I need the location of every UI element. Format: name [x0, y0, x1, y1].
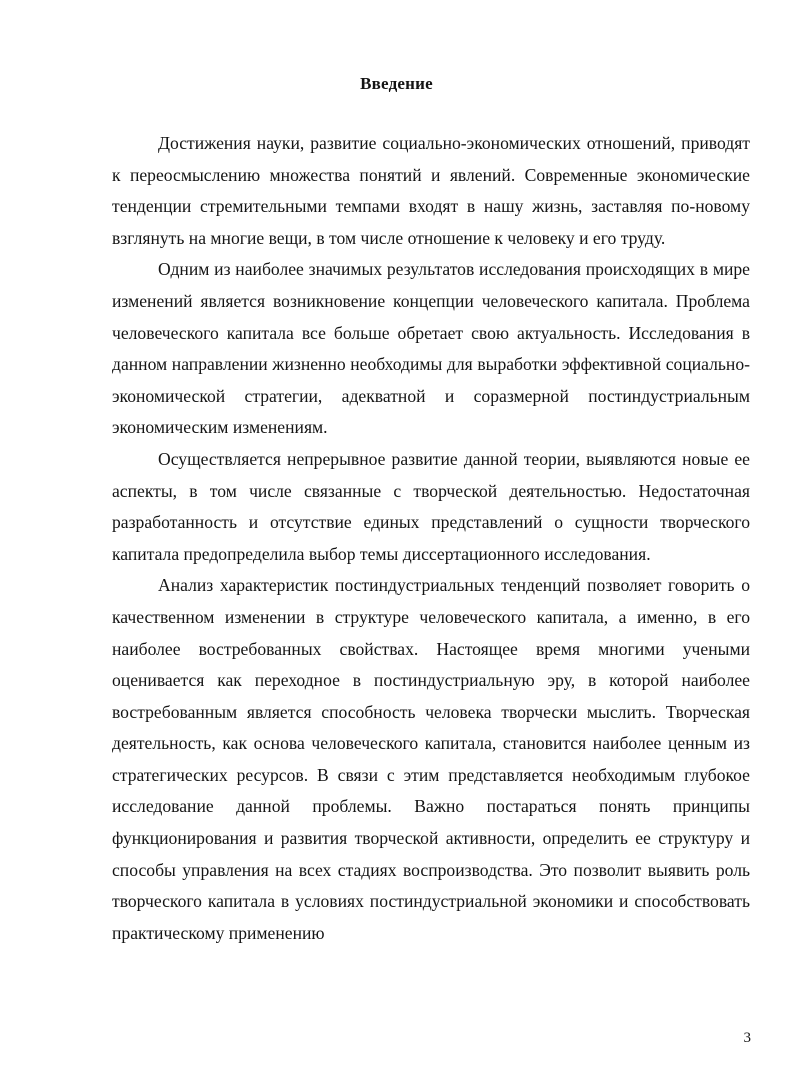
paragraph-2: Одним из наиболее значимых результатов исследования происходящих в мире изменений является возникновение концепции человеческого капитала. Проблема человеческого капитала все больше обретает свою актуальность. Исследования в данном направлении жизненно необходимы для выработки эффективной социально-экономической стратегии, адекватной и соразмерной постиндустриальным экономическим изменениям. — [112, 259, 750, 438]
paragraph-3: Осуществляется непрерывное развитие данной теории, выявляются новые ее аспекты, в том числе связанные с творческой деятельностью. Недостаточная разработанность и отсутствие единых представлений о сущности творческого капитала предопределила выбор темы диссертационного исследования. — [112, 448, 750, 564]
paragraph-1: Достижения науки, развитие социально-экономических отношений, приводят к переосмыслению множества понятий и явлений. Современные экономические тенденции стремительными темпами входят в нашу жизнь, заставляя по-новому взглянуть на многие вещи, в том числе отношение к человеку и его труду. — [112, 133, 750, 248]
page-number: 3 — [743, 1030, 751, 1046]
body-text — [112, 128, 750, 949]
paragraph-4: Анализ характеристик постиндустриальных тенденций позволяет говорить о качественном изменении в структуре человеческого капитала, а именно, в его наиболее востребованных свойствах. Настоящее время многими учеными оценивается как переходное в постиндустриальную эру, в которой наиболее востребованным является способность человека творчески мыслить. Творческая деятельность, как основа человеческого капитала, становится наиболее ценным из стратегических ресурсов. В связи с этим представляется необходимым глубокое исследование данной проблемы. Важно постараться понять принципы функционирования и развития творческой активности, определить ее структуру и способы управления на всех стадиях воспроизводства. Это позволит выявить роль творческого капитала в условиях постиндустриальной экономики и способствовать практическому применению — [112, 575, 750, 943]
page-title: Введение — [360, 74, 433, 93]
